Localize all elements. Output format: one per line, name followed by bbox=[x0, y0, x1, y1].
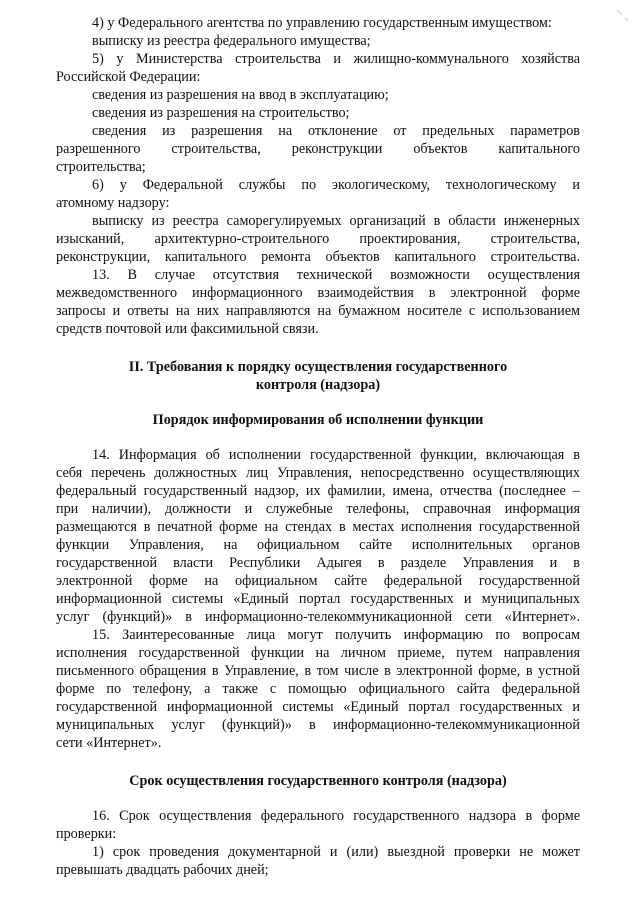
text-line: функции Управления, на официальном сайте исполнительных органов bbox=[56, 537, 580, 553]
text-line: средств почтовой или факсимильной связи. bbox=[56, 321, 319, 337]
subsection-heading: Порядок информирования об исполнении функции bbox=[152, 412, 484, 428]
text-line: изысканий, архитектурно-строительного проектирования, строительства, bbox=[56, 231, 580, 247]
text-line: сведения из разрешения на отклонение от предельных параметров bbox=[92, 123, 580, 139]
text-line: размещаются в печатной форме на стендах в местах исполнения государственной bbox=[56, 519, 580, 535]
text-line: проверки: bbox=[56, 826, 117, 842]
text-line: строительства; bbox=[56, 159, 146, 175]
text-line: 16. Срок осуществления федерального государственного надзора в форме bbox=[92, 808, 580, 824]
text-line: исполнения государственной функции на личном приеме, путем направления bbox=[56, 645, 580, 661]
text-line: разрешенного строительства, реконструкции объектов капитального bbox=[56, 141, 580, 157]
text-line: 15. Заинтересованные лица могут получить информацию по вопросам bbox=[92, 627, 580, 643]
text-line: 6) у Федеральной службы по экологическому, технологическому и bbox=[92, 177, 580, 193]
text-line: письменного обращения в Управление, в том числе в электронной форме, в устной bbox=[56, 663, 580, 679]
text-line: 14. Информация об исполнении государственной функции, включающая в bbox=[92, 447, 580, 463]
subsection-heading: Срок осуществления государственного контроля (надзора) bbox=[129, 773, 507, 789]
text-line: 13. В случае отсутствия технической возможности осуществления bbox=[92, 267, 580, 283]
text-line: государственной информационной системы «Единый портал государственных и bbox=[56, 699, 580, 715]
text-line: межведомственного информационного взаимодействия в электронной форме bbox=[56, 285, 580, 301]
text-line: реконструкции, капитального ремонта объектов капитального строительства. bbox=[56, 249, 580, 265]
text-line: выписку из реестра федерального имущества; bbox=[92, 33, 371, 49]
section-heading: контроля (надзора) bbox=[255, 377, 381, 393]
text-line: 1) срок проведения документарной и (или) выездной проверки не может bbox=[92, 844, 580, 860]
text-line: сведения из разрешения на строительство; bbox=[92, 105, 350, 121]
text-line: государственной власти Республики Адыгея в разделе Управления и в bbox=[56, 555, 580, 571]
text-line: запросы и ответы на них направляются на бумажном носителе с использованием bbox=[56, 303, 580, 319]
text-line: выписку из реестра саморегулируемых организаций в области инженерных bbox=[92, 213, 580, 229]
text-line: при наличии), должности и служебные телефоны, справочная информация bbox=[56, 501, 580, 517]
text-line: электронной форме на официальном сайте федеральной государственной bbox=[56, 573, 580, 589]
text-line: форме по телефону, а также с помощью официального сайта федеральной bbox=[56, 681, 580, 697]
text-line: сведения из разрешения на ввод в эксплуатацию; bbox=[92, 87, 389, 103]
section-heading: II. Требования к порядку осуществления государственного bbox=[128, 359, 508, 375]
scan-mark-icon bbox=[616, 8, 630, 22]
text-line: 4) у Федерального агентства по управлению государственным имуществом: bbox=[92, 15, 552, 31]
text-line: Российской Федерации: bbox=[56, 69, 201, 85]
text-line: информационной системы «Единый портал государственных и муниципальных bbox=[56, 591, 580, 607]
text-line: сети «Интернет». bbox=[56, 735, 162, 751]
text-line: 5) у Министерства строительства и жилищно-коммунального хозяйства bbox=[92, 51, 580, 67]
text-line: превышать двадцать рабочих дней; bbox=[56, 862, 269, 878]
text-line: атомному надзору: bbox=[56, 195, 170, 211]
text-line: муниципальных услуг (функций)» в информационно-телекоммуникационной bbox=[56, 717, 580, 733]
text-line: себя перечень должностных лиц Управления, непосредственно осуществляющих bbox=[56, 465, 580, 481]
text-line: услуг (функций)» в информационно-телекоммуникационной сети «Интернет». bbox=[56, 609, 580, 625]
text-line: федеральный государственный надзор, их фамилии, имена, отчества (последнее – bbox=[56, 483, 580, 499]
